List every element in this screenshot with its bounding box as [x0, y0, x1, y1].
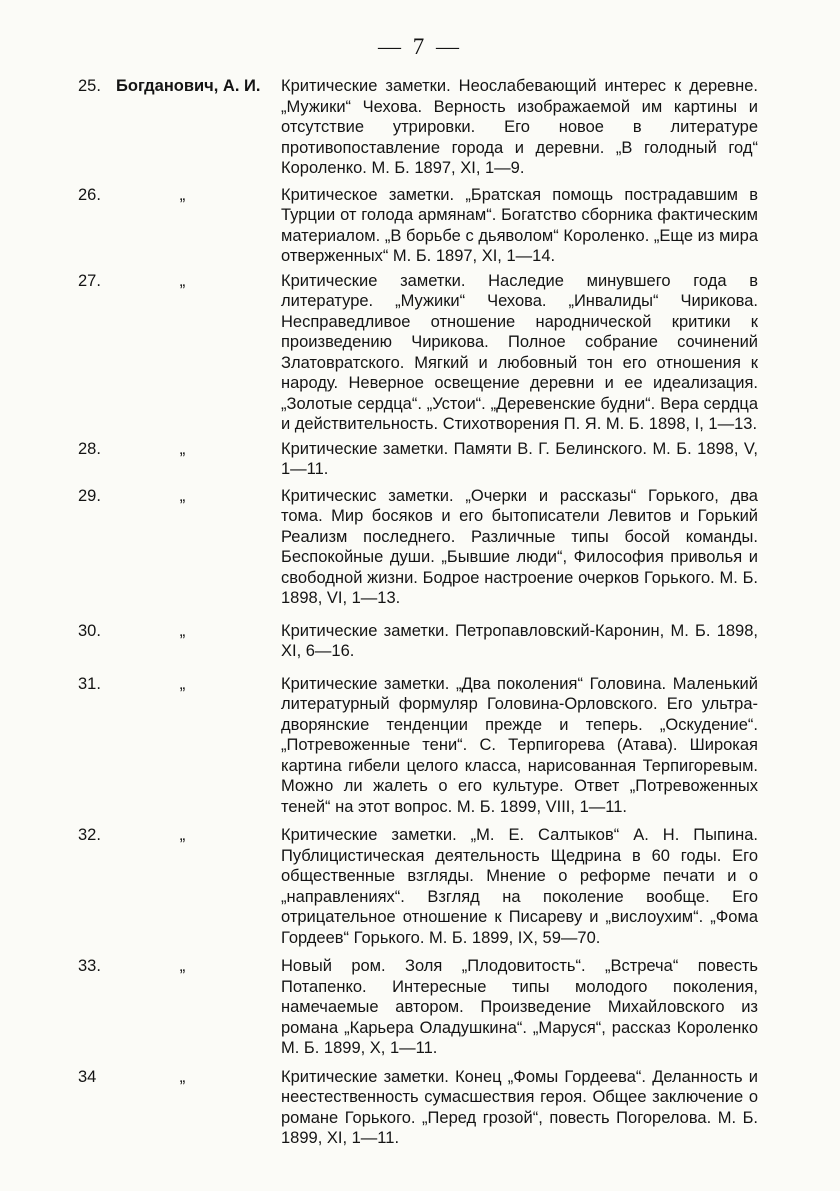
- bibliography-list: [78, 76, 758, 1149]
- entry-text: Критические заметки. Конец „Фомы Гордеева“. Деланность и неестественность сумасшествия героя. Общее заключение о романе Горького. „Перед грозой“, повесть Погорелова. М. Б. 1899, XI, 1—11.: [281, 1067, 758, 1147]
- entry-25: [78, 76, 758, 179]
- entry-number: 25.: [78, 77, 101, 95]
- ditto-mark: „: [179, 486, 186, 505]
- entry-number: 26.: [78, 185, 101, 204]
- ditto-mark: „: [179, 957, 186, 975]
- entry-34: [78, 1067, 758, 1149]
- ditto-mark: „: [179, 185, 186, 204]
- entry-author: Богданович, А. И.: [116, 77, 261, 95]
- entry-26: [78, 185, 758, 267]
- ditto-mark: „: [179, 621, 186, 640]
- entry-number: 32.: [78, 826, 101, 844]
- page-number: — 7 —: [378, 34, 462, 59]
- entry-32: [78, 825, 758, 948]
- entry-text: Критические заметки. Наследие минувшего года в литературе. „Мужики“ Чехова. „Инвалиды“ Чирикова. Несправедливое отношение народнической критики к произведению Чирикова. Полное собрание сочинений Златовратского. Мягкий и любовный тон его отношения к народу. Неверное освещение деревни и ее идеализация. „Золотые сердца“. „Устои“. „Деревенские будни“. Вера сердца и действительность. Стихотворения П. Я. М. Б. 1898, I, 1—13.: [281, 271, 758, 433]
- entry-28: [78, 439, 758, 480]
- entry-27: [78, 271, 758, 435]
- ditto-mark: „: [179, 826, 186, 844]
- entry-text: Критические заметки. „М. Е. Салтыков“ А. Н. Пыпина. Публицистическая деятельность Щедрина в 60 годы. Его общественные взгляды. Мнение о реформе печати и о „направлениях“. Взгляд на поколение вообще. Его отрицательное отношение к Писареву и „вислоухим“. „Фома Гордеев“ Горького. М. Б. 1899, IX, 59—70.: [281, 826, 758, 947]
- entry-text: Критические заметки. Памяти В. Г. Белинского. М. Б. 1898, V, 1—11.: [281, 439, 758, 478]
- entry-text: Критические заметки. Неослабевающий интерес к деревне. „Мужики“ Чехова. Верность изображаемой им картины и отсутствие утрировки. Его новое в литературе противопоставление города и деревни. „В голодный год“ Короленко. М. Б. 1897, XI, 1—9.: [281, 77, 758, 177]
- entry-text: Критическис заметки. „Очерки и рассказы“ Горького, два тома. Мир босяков и его бытописатели Левитов и Горький Реализм последнего. Различные типы босой команды. Беспокойные души. „Бывшие люди“, Философия приволья и свободной жизни. Бодрое настроение очерков Горького. М. Б. 1898, VI, 1—13.: [281, 486, 758, 607]
- entry-text: Критические заметки. „Два поколения“ Головина. Маленький литературный формуляр Головина-Орловского. Его ультра-дворянские тенденции прежде и теперь. „Оскудение“. „Потревоженные тени“. С. Терпигорева (Атава). Широкая картина гибели целого класса, нарисованная Терпигоревым. Можно ли жалеть о его культуре. Ответ „Потревоженных теней“ на этот вопрос. М. Б. 1899, VIII, 1—11.: [281, 674, 758, 816]
- entry-33: [78, 956, 758, 1059]
- entry-30: [78, 621, 758, 662]
- entry-number: 33.: [78, 957, 101, 975]
- entry-number: 27.: [78, 271, 101, 290]
- entry-text: Критическое заметки. „Братская помощь пострадавшим в Турции от голода армянам“. Богатство сборника фактическим материалом. „В борьбе с дьяволом“ Короленко. „Еще из мира отверженных“ М. Б. 1897, XI, 1—14.: [281, 185, 758, 265]
- ditto-mark: „: [179, 674, 186, 693]
- entry-number: 34: [78, 1067, 97, 1086]
- ditto-mark: „: [179, 271, 186, 290]
- entry-text: Новый ром. Золя „Плодовитость“. „Встреча“ повесть Потапенко. Интересные типы молодого поколения, намечаемые автором. Произведение Михайловского из романа „Карьера Оладушкина“. „Маруся“, рассказ Короленко М. Б. 1899, X, 1—11.: [281, 957, 758, 1057]
- ditto-mark: „: [179, 1067, 186, 1086]
- entry-29: [78, 486, 758, 609]
- entry-text: Критические заметки. Петропавловский-Каронин, М. Б. 1898, XI, 6—16.: [281, 621, 758, 660]
- entry-31: [78, 674, 758, 818]
- ditto-mark: „: [179, 439, 186, 458]
- entry-number: 30.: [78, 621, 101, 640]
- entry-number: 29.: [78, 486, 101, 505]
- entry-number: 31.: [78, 674, 101, 693]
- entry-number: 28.: [78, 439, 101, 458]
